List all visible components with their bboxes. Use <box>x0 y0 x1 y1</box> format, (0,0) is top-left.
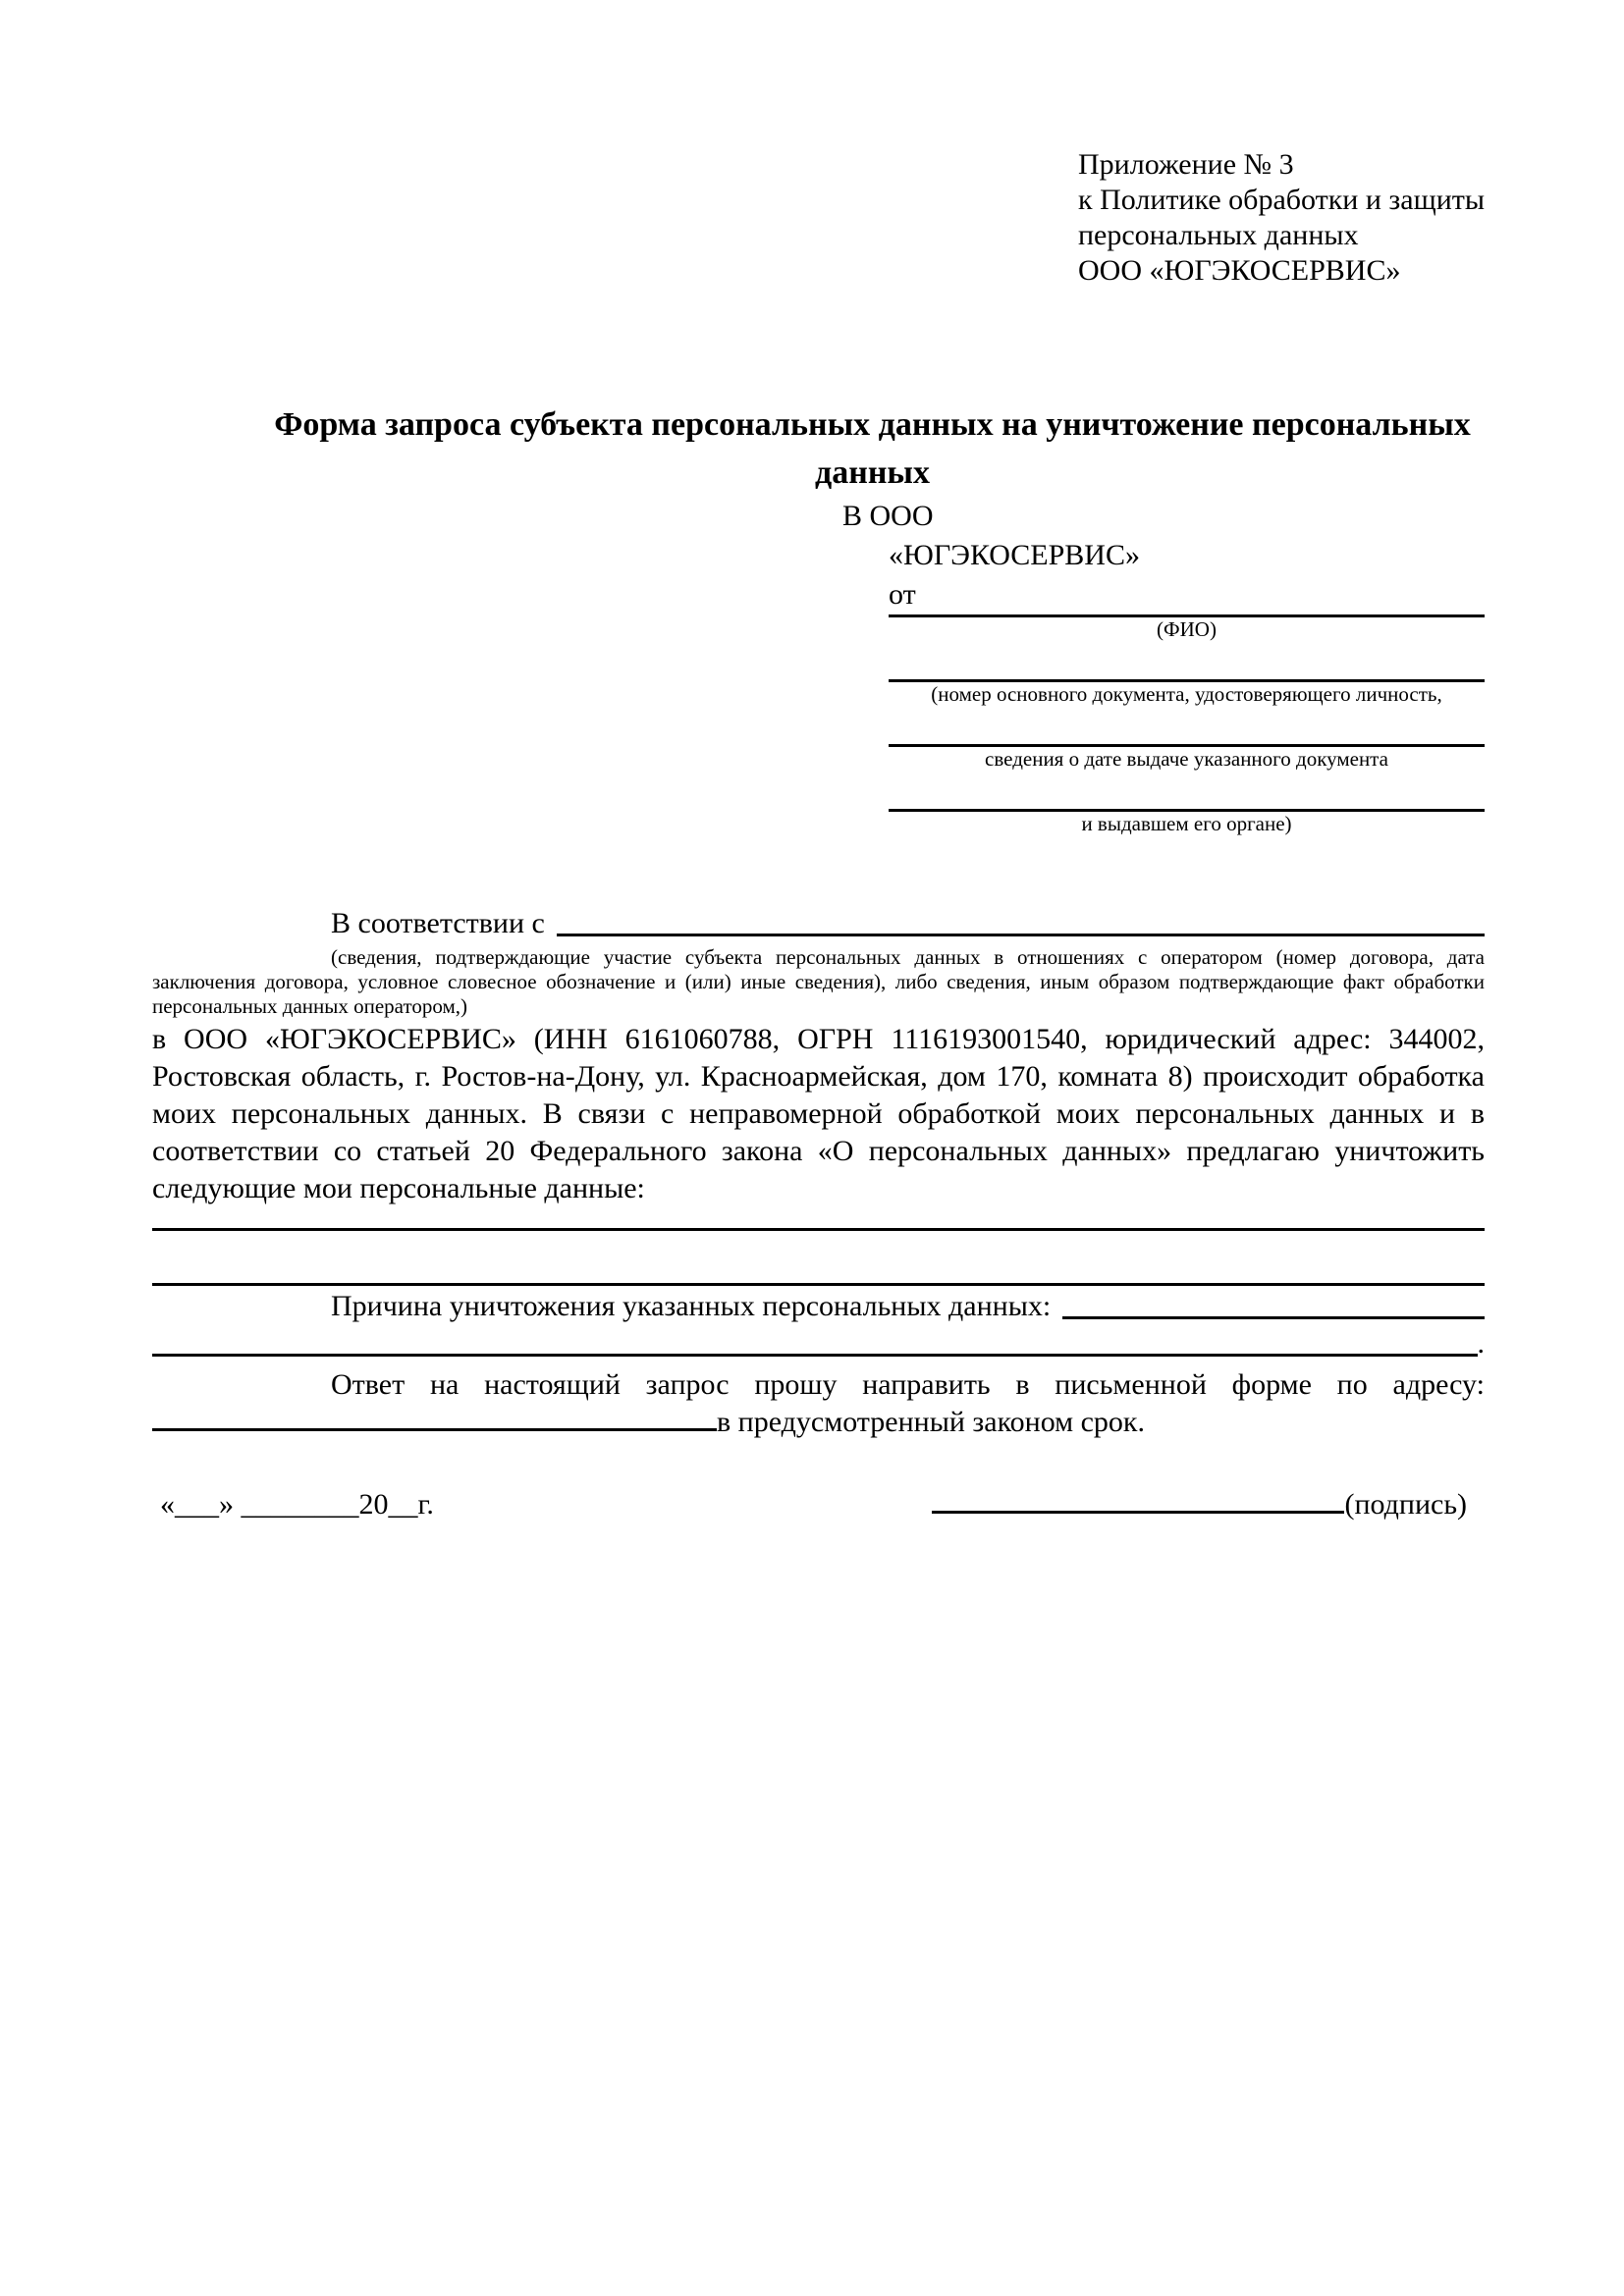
reason-line <box>152 1288 1485 1325</box>
personal-data-blank-line-1 <box>152 1228 1485 1231</box>
fill-field-fio <box>889 614 1485 642</box>
answer-paragraph <box>152 1366 1485 1441</box>
request-body: в ООО «ЮГЭКОСЕРВИС» (ИНН 6161060788, ОГРН 1116193001540, юридический адрес: 344002, Ростовская область, г. Ростов-на-Дону, ул. Красноармейская, дом 170, комната 8) происходит обработка моих персональных данных. В связи с неправомерной обработкой моих персональных данных и в соответствии со статьей 20 Федерального закона «О персональных данных» предлагаю уничтожить следующие мои персональные данные: <box>152 1023 1485 1204</box>
form-title: Форма запроса субъекта персональных данных на уничтожение персональных данных <box>274 406 1471 491</box>
signature-blank-line <box>932 1511 1344 1514</box>
fio-caption: (ФИО) <box>1157 617 1217 641</box>
accordance-lead: В соответствии с <box>331 907 545 939</box>
accordance-note: (сведения, подтверждающие участие субъекта персональных данных в отношениях с оператором (номер договора, дата заключения договора, условное словесное обозначение и (или) иные сведения), либо сведения, иным образом подтверждающие факт обработки персональных данных оператором,) <box>152 945 1485 1018</box>
answer-address-blank <box>152 1428 717 1431</box>
issue-date-caption: сведения о дате выдаче указанного документа <box>985 747 1388 771</box>
addressee-block <box>842 497 1485 614</box>
applicant-fields <box>889 614 1485 836</box>
addressee-from-label: от <box>889 578 916 611</box>
appendix-line-policy: к Политике обработки и защиты <box>1078 184 1486 216</box>
id-document-caption: (номер основного документа, удостоверяющего личность, <box>931 682 1442 706</box>
date-field: «___» ________20__г. <box>160 1488 434 1521</box>
personal-data-blank-line-2 <box>152 1283 1485 1286</box>
signature-group <box>932 1486 1467 1523</box>
date-signature-row <box>152 1486 1485 1523</box>
fill-field-issuer <box>889 809 1485 836</box>
appendix-line-company: ООО «ЮГЭКОСЕРВИС» <box>1078 254 1401 287</box>
addressee-to-prefix: В ООО <box>842 500 934 532</box>
reason-label: Причина уничтожения указанных персональных данных: <box>331 1290 1052 1322</box>
fill-field-issue-date <box>889 744 1485 772</box>
addressee-company: «ЮГЭКОСЕРВИС» <box>889 539 1140 571</box>
reason-continuation-line <box>152 1325 1485 1362</box>
accordance-blank-line <box>557 905 1485 936</box>
reason-line-terminator: . <box>1477 1327 1485 1360</box>
appendix-line-number: Приложение № 3 <box>1078 148 1294 181</box>
signature-caption: (подпись) <box>1344 1488 1467 1521</box>
appendix-header <box>1078 147 1485 289</box>
answer-lead: Ответ на настоящий запрос прошу направить в письменной форме по адресу: <box>331 1368 1485 1401</box>
fill-field-id-document <box>889 679 1485 707</box>
answer-tail: в предусмотренный законом срок. <box>717 1406 1145 1438</box>
appendix-line-personal-data: персональных данных <box>1078 219 1359 251</box>
issuer-caption: и выдавшем его органе) <box>1081 812 1292 835</box>
reason-blank-line <box>1062 1288 1485 1319</box>
reason-blank-line-2 <box>152 1325 1478 1357</box>
accordance-line <box>152 905 1485 942</box>
